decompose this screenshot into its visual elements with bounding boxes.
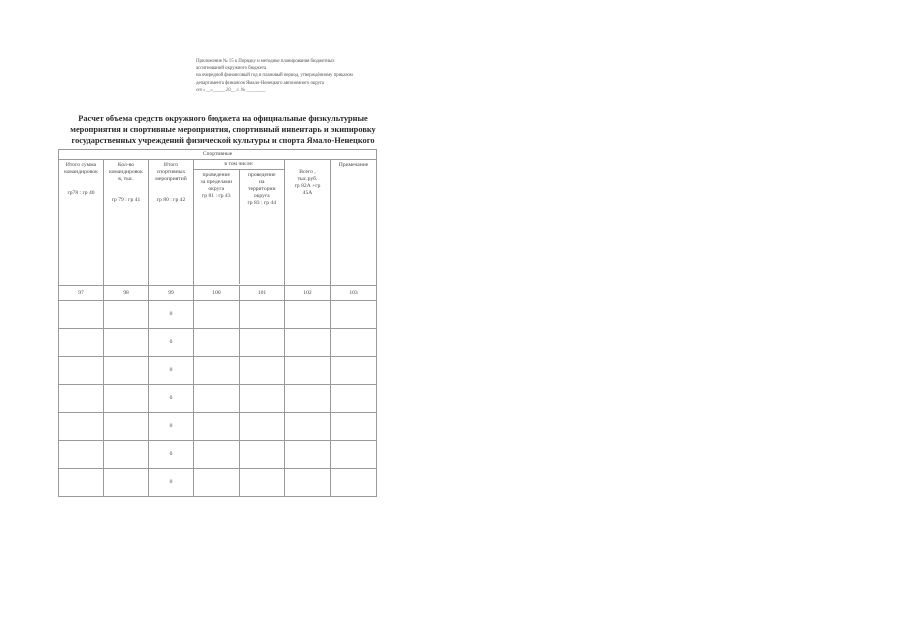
document-title: [58, 113, 388, 146]
header-text: Всего ,: [299, 169, 316, 175]
title-line: Расчет объема средств окружного бюджета на официальные физкультурные: [78, 114, 368, 123]
table-header-row: [59, 160, 377, 286]
table-cell: [331, 413, 377, 441]
calculation-table-wrap: [58, 149, 376, 493]
table-row: [59, 301, 377, 329]
title-line: государственных учреждений физической культуры и спорта Ямало-Ненецкого: [71, 136, 375, 145]
header-text: территории: [248, 186, 276, 192]
header-cell: [59, 160, 104, 286]
table-cell: [104, 413, 149, 441]
table-cell: [194, 357, 240, 385]
table-cell: [240, 329, 285, 357]
column-number: 102: [285, 286, 331, 301]
table-cell: 0: [149, 441, 194, 469]
calculation-table: [58, 149, 377, 497]
table-row: [59, 413, 377, 441]
table-cell: [285, 413, 331, 441]
header-text: командировок: [64, 169, 98, 175]
sub-header: в том числе:: [194, 160, 284, 170]
table-cell: [194, 301, 240, 329]
column-number: 101: [240, 286, 285, 301]
table-cell: [285, 357, 331, 385]
approval-note-line: Приложение № 15 к Порядку и методике планирования бюджетных: [196, 59, 335, 64]
table-cell: [194, 413, 240, 441]
column-number: 97: [59, 286, 104, 301]
header-text: за пределами: [200, 179, 232, 185]
header-text: Примечание: [338, 162, 369, 168]
header-cell: [285, 160, 331, 286]
header-formula: гр 82А +гр: [294, 183, 321, 189]
header-text: округа: [253, 193, 270, 199]
spacer: [59, 176, 103, 190]
table-cell: [104, 469, 149, 497]
table-cell: [240, 385, 285, 413]
table-row: [59, 441, 377, 469]
header-cell-group: [194, 160, 285, 286]
table-cell: [59, 329, 104, 357]
sub-header-columns: [194, 170, 284, 284]
top-header-cell: Спортивные: [59, 150, 377, 160]
header-formula: гр 79 : гр 41: [111, 197, 141, 203]
column-number: 99: [149, 286, 194, 301]
table-cell: [104, 301, 149, 329]
table-cell: [104, 357, 149, 385]
header-formula: гр 80 : гр 42: [156, 197, 186, 203]
table-cell: [59, 413, 104, 441]
table-row: [59, 469, 377, 497]
table-cell: [331, 329, 377, 357]
header-text: в, тыс.: [118, 176, 134, 182]
table-row: [59, 329, 377, 357]
approval-note-line: департамента финансов Ямало-Ненецкого автономного округа: [196, 80, 324, 86]
table-cell: [240, 413, 285, 441]
column-number-row: [59, 286, 377, 301]
spacer: [285, 162, 330, 169]
table-cell: [331, 301, 377, 329]
header-text: командировок: [109, 169, 143, 175]
table-cell: [104, 385, 149, 413]
table-cell: [104, 441, 149, 469]
header-formula: 45А: [302, 190, 313, 196]
column-number: 98: [104, 286, 149, 301]
header-text: мероприятий: [155, 176, 187, 182]
table-cell: [59, 385, 104, 413]
approval-note-line: на очередной финансовый год и плановый период, утверждённому приказом: [196, 73, 353, 79]
table-cell: [331, 441, 377, 469]
spacer: [149, 183, 193, 197]
header-text: тыс.руб.: [297, 176, 318, 182]
table-cell: [285, 441, 331, 469]
table-body: [59, 301, 377, 497]
table-cell: [285, 301, 331, 329]
header-cell: [149, 160, 194, 286]
title-line: мероприятия и спортивные мероприятия, спортивный инвентарь и экипировку: [70, 125, 376, 134]
header-text: Итого: [163, 162, 179, 168]
header-text: на: [259, 179, 265, 185]
table-cell: [285, 469, 331, 497]
column-number: 103: [331, 286, 377, 301]
table-cell: [331, 357, 377, 385]
header-formula: гр 83 : гр 44: [247, 200, 277, 206]
table-cell: [194, 441, 240, 469]
table-cell: [194, 469, 240, 497]
table-cell: [104, 329, 149, 357]
table-cell: 0: [149, 469, 194, 497]
header-text: проведение: [248, 172, 276, 178]
approval-note-line: ассигнований окружного бюджета: [196, 66, 267, 72]
table-cell: 0: [149, 385, 194, 413]
header-cell: [331, 160, 377, 286]
table-cell: [240, 441, 285, 469]
sub-header-cell: [240, 170, 285, 284]
table-cell: 0: [149, 413, 194, 441]
table-cell: [285, 329, 331, 357]
header-text: Итого сумма: [65, 162, 97, 168]
table-cell: [194, 385, 240, 413]
column-number: 100: [194, 286, 240, 301]
table-cell: [240, 357, 285, 385]
table-cell: [240, 469, 285, 497]
table-cell: 0: [149, 329, 194, 357]
header-text: Кол-во: [117, 162, 135, 168]
table-cell: [59, 469, 104, 497]
table-cell: [331, 385, 377, 413]
header-formula: гр 81 : гр 43: [201, 193, 231, 199]
table-cell: [331, 469, 377, 497]
approval-signature-line: от «__»_____ 20__ г. № ________: [196, 87, 266, 93]
table-cell: [194, 329, 240, 357]
table-cell: [240, 301, 285, 329]
table-cell: [59, 441, 104, 469]
table-row: [59, 385, 377, 413]
table-cell: [285, 385, 331, 413]
table-cell: 0: [149, 301, 194, 329]
approval-note: [196, 58, 386, 94]
table-cell: [59, 357, 104, 385]
table-cell: [59, 301, 104, 329]
header-text: проведение: [202, 172, 230, 178]
header-text: спортивных: [156, 169, 186, 175]
table-row: [59, 357, 377, 385]
table-cell: 0: [149, 357, 194, 385]
header-formula: гр78 : гр 40: [67, 190, 95, 196]
spacer: [104, 183, 148, 197]
header-cell: [104, 160, 149, 286]
sub-header-cell: [194, 170, 240, 284]
table-top-header-row: [59, 150, 377, 160]
header-text: округа: [208, 186, 225, 192]
